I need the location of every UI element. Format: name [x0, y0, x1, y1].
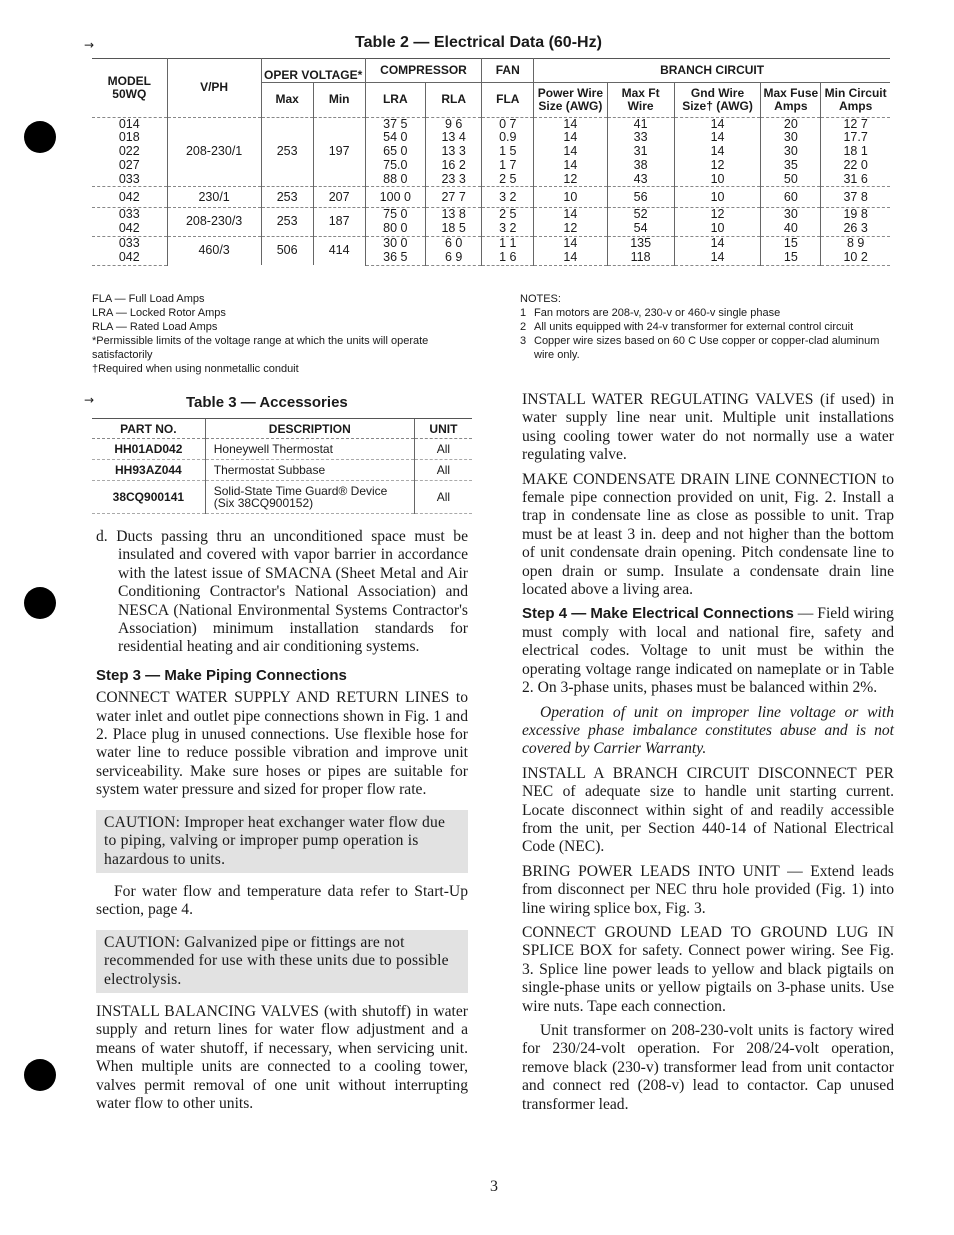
- cell-max-fuse: 50: [761, 173, 821, 187]
- cell-power-wire: 14: [534, 237, 607, 251]
- table2-title: Table 2 — Electrical Data (60-Hz): [355, 34, 602, 51]
- ground-paragraph: CONNECT GROUND LEAD TO GROUND LUG IN SPLICE BOX for safety. Connect power wiring. See Fig. 3. Splice line power leads to yellow and black pigtails on single-phase units or yellow pigtails on 3-phase units. Use wire nuts. Tape each connection.: [522, 923, 894, 1015]
- note-text: Copper wire sizes based on 60 C Use copper or copper-clad aluminum wire only.: [534, 335, 880, 361]
- binder-hole-top: [24, 121, 56, 153]
- cell-model: 014: [92, 117, 167, 131]
- note-number: 3: [520, 335, 527, 347]
- revision-arrow-icon: →: [84, 38, 95, 52]
- accessories-table: [92, 418, 472, 514]
- header-gnd-wire: Gnd Wire Size† (AWG): [674, 82, 761, 117]
- cell-power-wire: 14: [534, 159, 607, 173]
- revision-arrow-icon: →: [84, 393, 95, 407]
- cell-min-circuit: 19 8: [821, 208, 890, 222]
- cell-min: 187: [313, 208, 365, 237]
- description-line: Solid-State Time Guard® Device: [213, 484, 388, 498]
- cell-max-fuse: 40: [761, 222, 821, 236]
- cell-model: 022: [118, 144, 140, 159]
- cell-max: 253: [261, 187, 313, 208]
- caution-box: CAUTION: Galvanized pipe or fittings are not recommended for use with these units due to possible electrolysis.: [96, 930, 468, 993]
- cell-description: [205, 481, 414, 514]
- cell-power-wire: 12: [534, 222, 607, 236]
- cell-power-wire: 14: [534, 145, 607, 159]
- cell-rla: 9 6: [425, 117, 481, 131]
- cell-max-ft: 135: [607, 237, 674, 251]
- description-line: (Six 38CQ900152): [213, 496, 314, 510]
- cell-min-circuit: 12 7: [821, 117, 890, 131]
- step4-heading: Step 4 — Make Electrical Connections: [522, 605, 794, 623]
- cell-gnd-wire: 14: [674, 117, 761, 131]
- cell-gnd-wire: 10: [674, 187, 761, 208]
- flow-paragraph: For water flow and temperature data refer to Start-Up section, page 4.: [96, 882, 468, 919]
- cell-max-ft: 33: [607, 131, 674, 145]
- cell-max-fuse: 35: [761, 159, 821, 173]
- cell-min-circuit: 10 2: [821, 251, 890, 265]
- cell-max-fuse: 30: [761, 208, 821, 222]
- cell-rla: 27 7: [425, 187, 481, 208]
- header-description: DESCRIPTION: [205, 419, 414, 439]
- cell-max-ft: 41: [607, 117, 674, 131]
- cell-min: 197: [313, 117, 365, 187]
- cell-power-wire: 12: [534, 173, 607, 187]
- left-column: [96, 528, 468, 1113]
- cell-max: 253: [261, 117, 313, 187]
- cell-fla: 1 5: [482, 145, 534, 159]
- cell-model: 042: [92, 187, 167, 208]
- cell-power-wire: 10: [534, 187, 607, 208]
- cell-model: 018: [118, 130, 140, 145]
- warranty-paragraph: Operation of unit on improper line voltage or with excessive phase imbalance constitutes abuse and is not covered by Carrier Warranty.: [522, 703, 894, 758]
- cell-gnd-wire: 14: [674, 145, 761, 159]
- cell-model: 042: [118, 221, 140, 236]
- header-fan: FAN: [482, 59, 534, 83]
- cell-gnd-wire: 10: [674, 222, 761, 236]
- cell-lra: 54 0: [365, 131, 425, 145]
- power-leads-paragraph: BRING POWER LEADS INTO UNIT — Extend leads from disconnect per NEC thru hole provided (Fig. 1) into line wiring splice box, Fig. 3.: [522, 862, 894, 917]
- cell-max-ft: 118: [607, 251, 674, 265]
- cell-min-circuit: 31 6: [821, 173, 890, 187]
- cell-fla: 0.9: [482, 131, 534, 145]
- notes-title: NOTES:: [520, 293, 561, 305]
- header-max: Max: [261, 83, 313, 117]
- cell-max-fuse: 15: [761, 237, 821, 251]
- step4-text: — Field wiring must comply with local and national fire, safety and electrical codes. Voltage to unit must be within the operating voltage range indicated on nameplate or in Table 2. On 3-phase units, phases must be balanced within 2%.: [522, 605, 894, 697]
- header-power-wire: Power Wire Size (AWG): [534, 82, 607, 117]
- cell-lra: 37 5: [365, 117, 425, 131]
- binder-hole-bottom: [24, 1059, 56, 1091]
- cell-max-fuse: 30: [761, 131, 821, 145]
- transformer-paragraph: Unit transformer on 208-230-volt units is factory wired for 230/24-volt operation. For 208/24-volt operation, remove black (230-v) transformer lead from unit contactor and connect red (208-v) lead to contactor. Cap unused transformer lead.: [522, 1022, 894, 1113]
- cell-lra: 65 0: [365, 145, 425, 159]
- cell-max-fuse: 30: [761, 145, 821, 159]
- cell-fla: 1 7: [482, 159, 534, 173]
- header-max-ft: Max Ft Wire: [607, 82, 674, 117]
- cell-rla: 18 5: [425, 222, 481, 236]
- cell-unit: All: [414, 481, 472, 514]
- caution-box: CAUTION: Improper heat exchanger water flow due to piping, valving or improper pump operation is hazardous to units.: [96, 810, 468, 873]
- cell-vph: 460/3: [167, 237, 261, 266]
- cell-fla: 1 1: [482, 237, 534, 251]
- cell-min-circuit: 18 1: [821, 145, 890, 159]
- cell-fla: 3 2: [482, 187, 534, 208]
- cell-min: 414: [313, 237, 365, 266]
- header-lra: LRA: [365, 82, 425, 117]
- item-d-paragraph: d. Ducts passing thru an unconditioned space must be insulated and covered with vapor barrier in accordance with the latest issue of SMACNA (Sheet Metal and Air Conditioning Contractor's National Association) and NESCA (National Environmental Systems Contractor's Association) minimum installation standards for residential heating and air conditioning systems.: [96, 528, 468, 656]
- cell-description: Honeywell Thermostat: [205, 439, 414, 460]
- cell-vph: 208-230/1: [167, 117, 261, 187]
- header-vph: V/PH: [167, 59, 261, 118]
- cell-unit: All: [414, 439, 472, 460]
- cell-lra: 100 0: [365, 187, 425, 208]
- table-row: [92, 117, 890, 131]
- cell-power-wire: 14: [534, 208, 607, 222]
- cell-gnd-wire: 10: [674, 173, 761, 187]
- cell-gnd-wire: 14: [674, 251, 761, 265]
- cell-min-circuit: 37 8: [821, 187, 890, 208]
- table2-legend: [92, 292, 482, 376]
- cell-fla: 1 6: [482, 251, 534, 265]
- table-row: [92, 208, 890, 222]
- cell-unit: All: [414, 460, 472, 481]
- cell-max: 506: [261, 237, 313, 266]
- header-fla: FLA: [482, 82, 534, 117]
- cell-fla: 2 5: [482, 208, 534, 222]
- cell-min-circuit: 26 3: [821, 222, 890, 236]
- note-item: [520, 306, 900, 320]
- connect-paragraph: CONNECT WATER SUPPLY AND RETURN LINES to water inlet and outlet pipe connections shown in Fig. 1 and 2. Place plug in unused connections. Use flexible hose for water line to reduce possible vibration and improve unit serviceability. Make sure hoses or pipes are suitable for system water pressure and sized for proper flow rate.: [96, 689, 468, 799]
- cell-min-circuit: 22 0: [821, 159, 890, 173]
- cell-fla: 3 2: [482, 222, 534, 236]
- regulating-paragraph: INSTALL WATER REGULATING VALVES (if used) in water supply line near unit. Multiple unit installations using cooling tower water do not normally use a water regulating valve.: [522, 391, 894, 464]
- cell-part-no: 38CQ900141: [92, 481, 205, 514]
- note-number: 2: [520, 321, 527, 333]
- header-max-fuse: Max Fuse Amps: [761, 82, 821, 117]
- disconnect-paragraph: INSTALL A BRANCH CIRCUIT DISCONNECT PER NEC of adequate size to handle unit starting current. Locate disconnect within sight of and readily accessible from the unit, per Section 440-14 of National Electrical Code (NEC).: [522, 764, 894, 856]
- cell-max-ft: 52: [607, 208, 674, 222]
- table2-notes: [520, 292, 900, 362]
- cell-power-wire: 14: [534, 117, 607, 131]
- cell-rla: 13 3: [425, 145, 481, 159]
- legend-item: †Required when using nonmetallic conduit: [92, 363, 299, 375]
- header-rla: RLA: [425, 82, 481, 117]
- cell-lra: 30 0: [365, 237, 425, 251]
- binder-hole-middle: [24, 587, 56, 619]
- cell-model: 027: [118, 157, 140, 172]
- table-row: [92, 481, 472, 514]
- cell-gnd-wire: 12: [674, 159, 761, 173]
- cell-fla: 0 7: [482, 117, 534, 131]
- header-min-circuit: Min Circuit Amps: [821, 82, 890, 117]
- step3-heading: Step 3 — Make Piping Connections: [96, 666, 347, 684]
- cell-max-ft: 54: [607, 222, 674, 236]
- cell-model: 033: [92, 237, 167, 251]
- cell-description: Thermostat Subbase: [205, 460, 414, 481]
- cell-gnd-wire: 12: [674, 208, 761, 222]
- cell-rla: 13 4: [425, 131, 481, 145]
- cell-max-fuse: 60: [761, 187, 821, 208]
- page-number: 3: [490, 1178, 498, 1195]
- cell-min-circuit: 17.7: [821, 131, 890, 145]
- right-column: [522, 391, 894, 1114]
- table-row: [92, 439, 472, 460]
- cell-model: 033: [118, 171, 140, 186]
- header-min: Min: [313, 83, 365, 117]
- cell-lra: 80 0: [365, 222, 425, 236]
- cell-rla: 23 3: [425, 173, 481, 187]
- cell-max-ft: 31: [607, 145, 674, 159]
- cell-vph: 230/1: [167, 187, 261, 208]
- cell-lra: 75 0: [365, 208, 425, 222]
- cell-min-circuit: 8 9: [821, 237, 890, 251]
- cell-max: 253: [261, 208, 313, 237]
- note-item: [520, 334, 900, 362]
- cell-lra: 88 0: [365, 173, 425, 187]
- cell-max-fuse: 20: [761, 117, 821, 131]
- header-model: MODEL 50WQ: [107, 73, 151, 101]
- cell-rla: 6 0: [425, 237, 481, 251]
- table-row: [92, 237, 890, 251]
- note-text: All units equipped with 24-v transformer for external control circuit: [534, 321, 854, 333]
- cell-model: 033: [92, 208, 167, 222]
- header-part-no: PART NO.: [92, 419, 205, 439]
- cell-min: 207: [313, 187, 365, 208]
- header-compressor: COMPRESSOR: [365, 59, 482, 83]
- header-unit: UNIT: [414, 419, 472, 439]
- note-text: Fan motors are 208-v, 230-v or 460-v single phase: [534, 307, 781, 319]
- legend-item: *Permissible limits of the voltage range at which the units will operate satisfactorily: [92, 335, 429, 361]
- cell-part-no: HH93AZ044: [92, 460, 205, 481]
- cell-vph: 208-230/3: [167, 208, 261, 237]
- cell-rla: 16 2: [425, 159, 481, 173]
- balancing-paragraph: INSTALL BALANCING VALVES (with shutoff) in water supply and return lines for water flow adjustment and a means of water shutoff, if necessary, when servicing unit. When multiple units are connected to a cooling tower, valves permit removal of one unit without interrupting water flow to other units.: [96, 1002, 468, 1112]
- cell-max-ft: 43: [607, 173, 674, 187]
- header-branch-circuit: BRANCH CIRCUIT: [534, 59, 890, 83]
- legend-item: RLA — Rated Load Amps: [92, 321, 218, 333]
- cell-lra: 75.0: [365, 159, 425, 173]
- step4-paragraph: [522, 605, 894, 697]
- cell-max-fuse: 15: [761, 251, 821, 265]
- table-row: [92, 460, 472, 481]
- cell-max-ft: 56: [607, 187, 674, 208]
- cell-gnd-wire: 14: [674, 237, 761, 251]
- legend-item: FLA — Full Load Amps: [92, 293, 205, 305]
- note-number: 1: [520, 307, 527, 319]
- cell-max-ft: 38: [607, 159, 674, 173]
- cell-power-wire: 14: [534, 251, 607, 265]
- cell-power-wire: 14: [534, 131, 607, 145]
- cell-model: 042: [92, 251, 167, 265]
- header-oper-voltage: OPER VOLTAGE*: [261, 59, 365, 83]
- cell-rla: 6 9: [425, 251, 481, 265]
- cell-gnd-wire: 14: [674, 131, 761, 145]
- cell-part-no: HH01AD042: [92, 439, 205, 460]
- cell-fla: 2 5: [482, 173, 534, 187]
- electrical-data-table: [92, 58, 890, 266]
- note-item: [520, 320, 900, 334]
- cell-rla: 13 8: [425, 208, 481, 222]
- legend-item: LRA — Locked Rotor Amps: [92, 307, 226, 319]
- table3-title: Table 3 — Accessories: [186, 394, 348, 411]
- cell-lra: 36 5: [365, 251, 425, 265]
- condensate-paragraph: MAKE CONDENSATE DRAIN LINE CONNECTION to female pipe connection provided on unit, Fig. 2. Install a trap in condensate line as close as possible to unit. Trap must be at least 3 in. deep and not higher than the bottom of unit condensate drain opening. Pitch condensate line to open drain or sump. Insulate a condensate drain line located above a living area.: [522, 470, 894, 599]
- table-row: [92, 187, 890, 208]
